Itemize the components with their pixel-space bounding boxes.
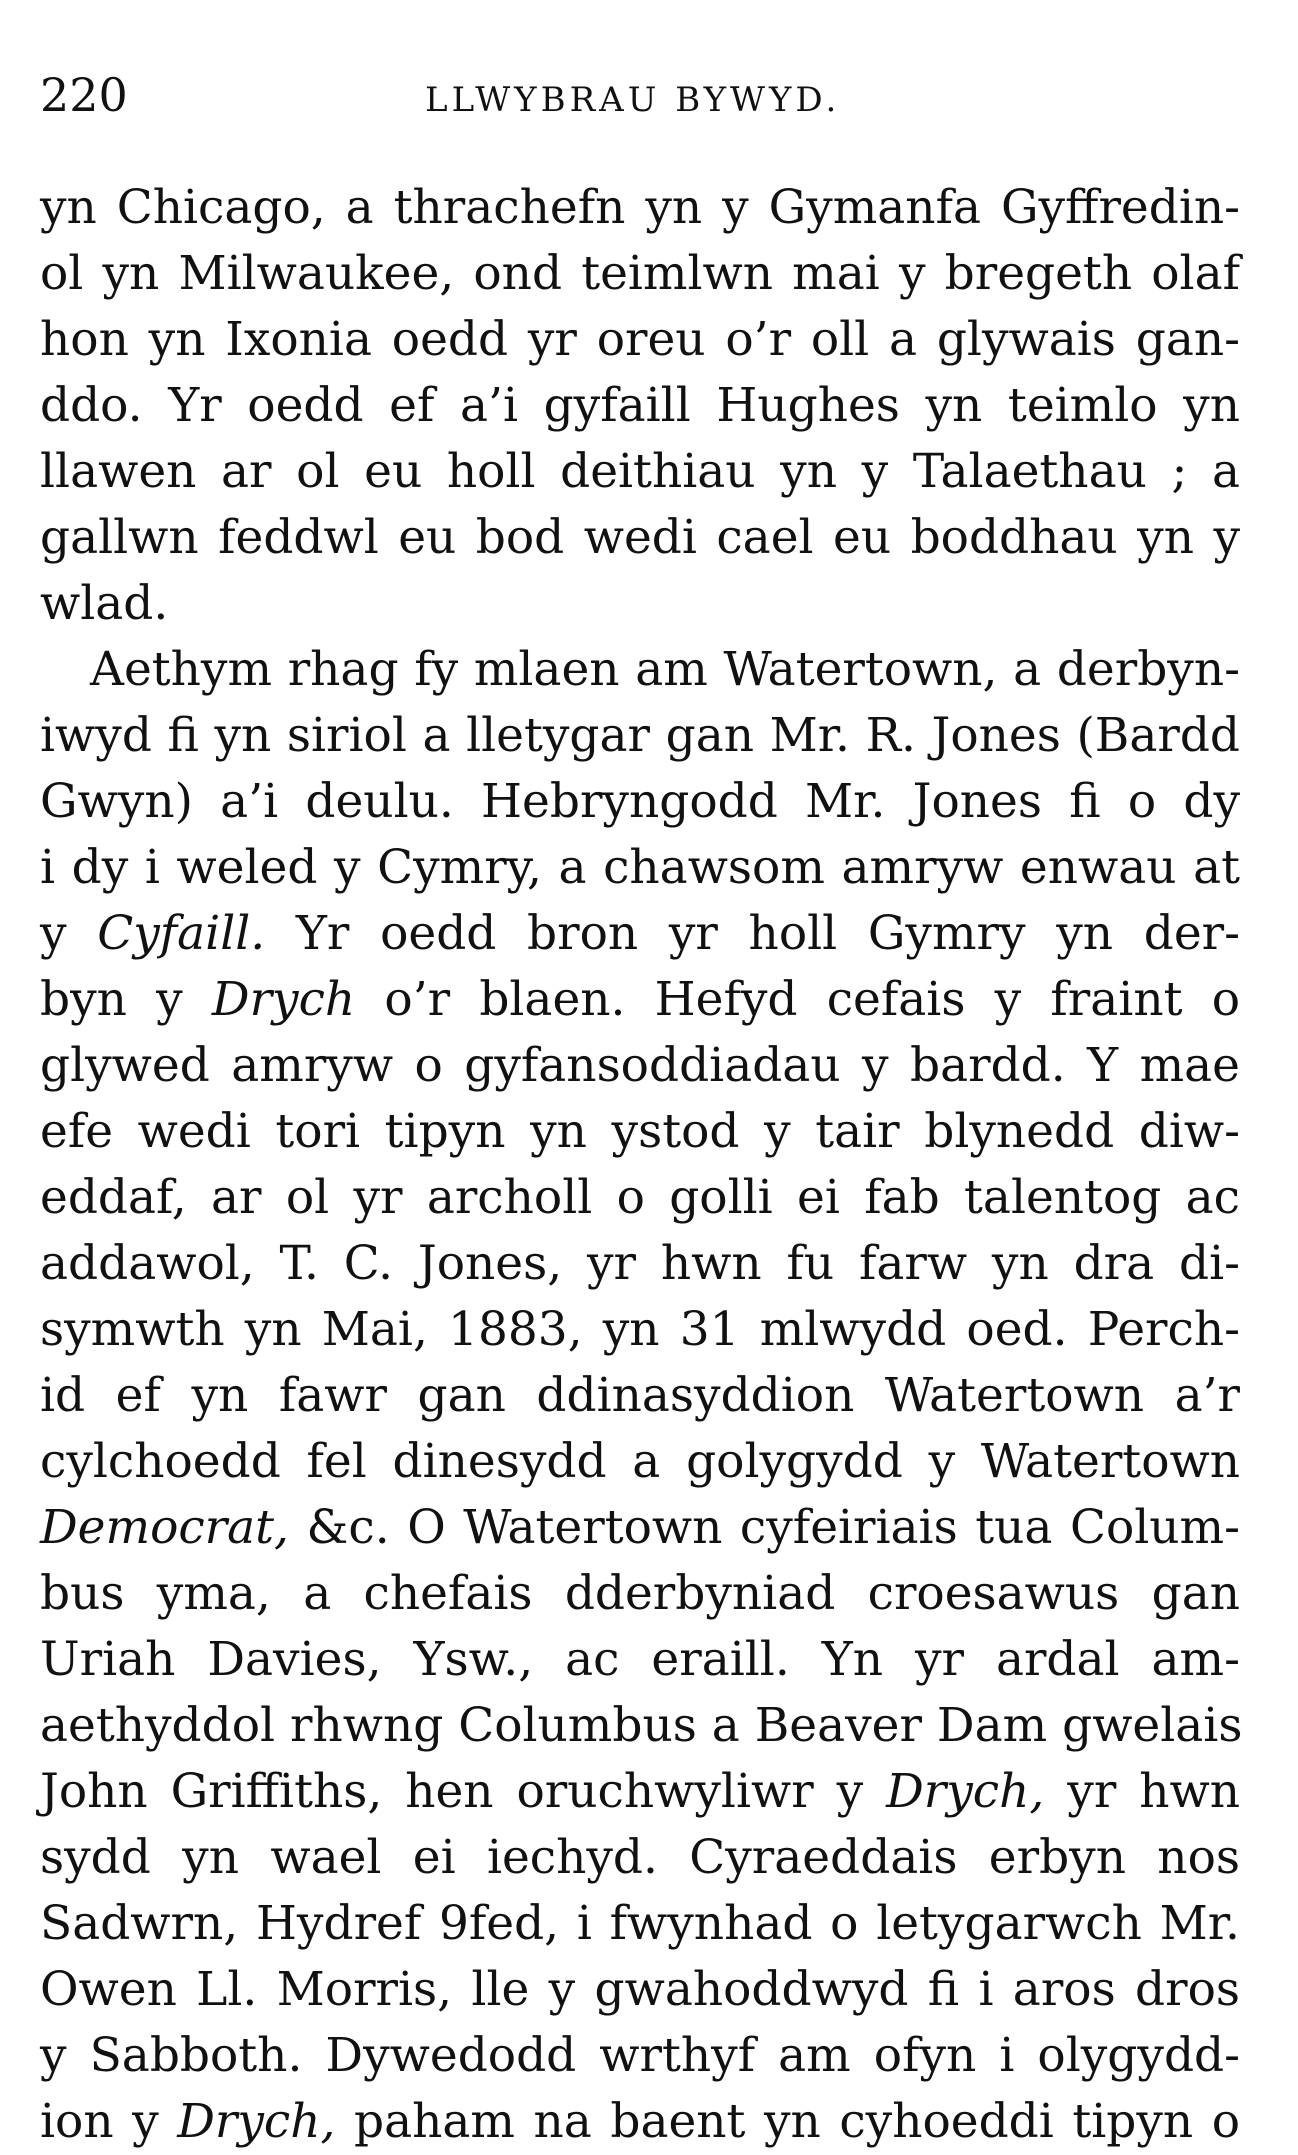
text-line: Uriah Davies, Ysw., ac eraill. Yn yr ardal am-	[40, 1632, 1240, 1687]
italic-text: Drych	[211, 972, 356, 1027]
text-line: aethyddol rhwng Columbus a Beaver Dam gwelais	[40, 1698, 1243, 1753]
body-text	[40, 175, 1243, 2155]
text-line: glywed amryw o gyfansoddiadau y bardd. Y mae	[40, 1038, 1240, 1093]
page-header	[40, 60, 1240, 130]
text-line: Aethym rhag fy mlaen am Watertown, a derbyn-	[90, 642, 1240, 697]
italic-text: Democrat,	[40, 1500, 289, 1555]
page-number: 220	[40, 68, 128, 122]
text-line: symwth yn Mai, 1883, yn 31 mlwydd oed. Perch-	[40, 1302, 1240, 1357]
text-line: llawen ar ol eu holl deithiau yn y Talaethau ; a	[40, 444, 1240, 499]
text-line: y Sabboth. Dywedodd wrthyf am ofyn i olygydd-	[40, 2028, 1240, 2083]
text-line: Gwyn) a’i deulu. Hebryngodd Mr. Jones fi o dy	[40, 774, 1240, 829]
italic-text: Drych,	[177, 2094, 336, 2149]
text-line: Sadwrn, Hydref 9fed, i fwynhad o letygarwch Mr.	[40, 1896, 1240, 1951]
text-line: hon yn Ixonia oedd yr oreu o’r oll a glywais gan-	[40, 312, 1240, 367]
text-line: efe wedi tori tipyn yn ystod y tair blynedd diw-	[40, 1104, 1240, 1159]
running-head: LLWYBRAU BYWYD.	[425, 80, 841, 120]
text-line: gallwn feddwl eu bod wedi cael eu boddhau yn y	[40, 510, 1240, 565]
text-line: eddaf, ar ol yr archoll o golli ei fab talentog ac	[40, 1170, 1240, 1225]
text-line: wlad.	[40, 576, 169, 631]
text-line: Owen Ll. Morris, lle y gwahoddwyd fi i aros dros	[40, 1962, 1240, 2017]
text-line: John Griffiths, hen oruchwyliwr y Drych, yr hwn	[40, 1764, 1240, 1819]
text-line: i dy i weled y Cymry, a chawsom amryw enwau at	[40, 840, 1240, 895]
text-line: yn Chicago, a thrachefn yn y Gymanfa Gyffredin-	[40, 180, 1240, 235]
text-line: addawol, T. C. Jones, yr hwn fu farw yn dra di-	[40, 1236, 1240, 1291]
text-line: id ef yn fawr gan ddinasyddion Watertown a’r	[40, 1368, 1240, 1423]
text-line: y Cyfaill. Yr oedd bron yr holl Gymry yn der-	[40, 906, 1240, 961]
text-line: iwyd fi yn siriol a lletygar gan Mr. R. Jones (Bardd	[40, 708, 1240, 763]
text-line: Democrat, &c. O Watertown cyfeiriais tua Colum-	[40, 1500, 1240, 1555]
italic-text: Cyfaill.	[97, 906, 266, 961]
text-line: ol yn Milwaukee, ond teimlwn mai y bregeth olaf	[40, 246, 1240, 301]
text-line: ion y Drych, paham na baent yn cyhoeddi tipyn o	[40, 2094, 1240, 2149]
text-line: bus yma, a chefais dderbyniad croesawus gan	[40, 1566, 1240, 1621]
text-line: sydd yn wael ei iechyd. Cyraeddais erbyn nos	[40, 1830, 1240, 1885]
text-line: ddo. Yr oedd ef a’i gyfaill Hughes yn teimlo yn	[40, 378, 1240, 433]
text-line: byn y Drych o’r blaen. Hefyd cefais y fraint o	[40, 972, 1240, 1027]
text-line: cylchoedd fel dinesydd a golygydd y Watertown	[40, 1434, 1240, 1489]
italic-text: Drych,	[886, 1764, 1045, 1819]
